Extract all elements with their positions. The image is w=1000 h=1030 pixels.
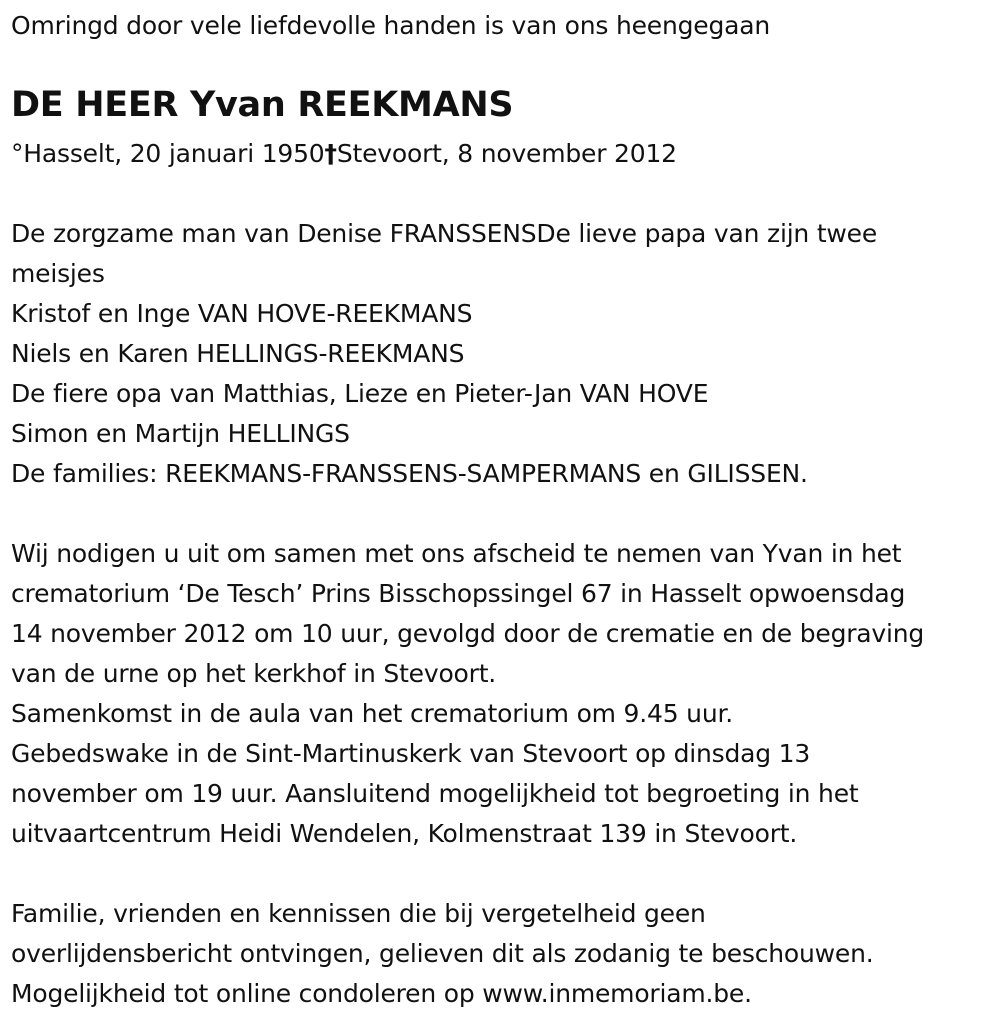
ceremony-line: crematorium ‘De Tesch’ Prins Bisschopssingel 67 in Hasselt opwoensdag [11,579,906,608]
ceremony-line: november om 19 uur. Aansluitend mogelijkheid tot begroeting in het [11,779,859,808]
ceremony-line: van de urne op het kerkhof in Stevoort. [11,659,497,688]
ceremony-line: 14 november 2012 om 10 uur, gevolgd door de crematie en de begraving [11,619,925,648]
family-section [11,214,877,494]
dates-line [11,134,677,174]
ceremony-line: uitvaartcentrum Heidi Wendelen, Kolmenstraat 139 in Stevoort. [11,819,798,848]
intro-line: Omringd door vele liefdevolle handen is van ons heengegaan [11,11,770,40]
closing-line: Mogelijkheid tot online condoleren op www.inmemoriam.be. [11,979,752,1008]
family-line: Niels en Karen HELLINGS-REEKMANS [11,339,465,368]
deceased-name: DE HEER Yvan REEKMANS [11,85,514,125]
cross-icon: † [324,139,337,168]
birth-date: °Hasselt, 20 januari 1950 [11,139,325,168]
closing-line: Familie, vrienden en kennissen die bij vergetelheid geen [11,899,706,928]
death-date: Stevoort, 8 november 2012 [336,139,677,168]
family-line: meisjes [11,259,105,288]
ceremony-line: Gebedswake in de Sint-Martinuskerk van Stevoort op dinsdag 13 [11,739,811,768]
closing-section [11,894,874,1014]
family-line: Simon en Martijn HELLINGS [11,419,350,448]
family-line: De families: REEKMANS-FRANSSENS-SAMPERMANS en GILISSEN. [11,459,808,488]
family-line: De fiere opa van Matthias, Lieze en Pieter-Jan VAN HOVE [11,379,709,408]
ceremony-line: Samenkomst in de aula van het crematorium om 9.45 uur. [11,699,733,728]
ceremony-line: Wij nodigen u uit om samen met ons afscheid te nemen van Yvan in het [11,539,902,568]
family-line: Kristof en Inge VAN HOVE-REEKMANS [11,299,473,328]
ceremony-section [11,534,924,854]
closing-line: overlijdensbericht ontvingen, gelieven dit als zodanig te beschouwen. [11,939,874,968]
family-line: De zorgzame man van Denise FRANSSENSDe lieve papa van zijn twee [11,219,878,248]
